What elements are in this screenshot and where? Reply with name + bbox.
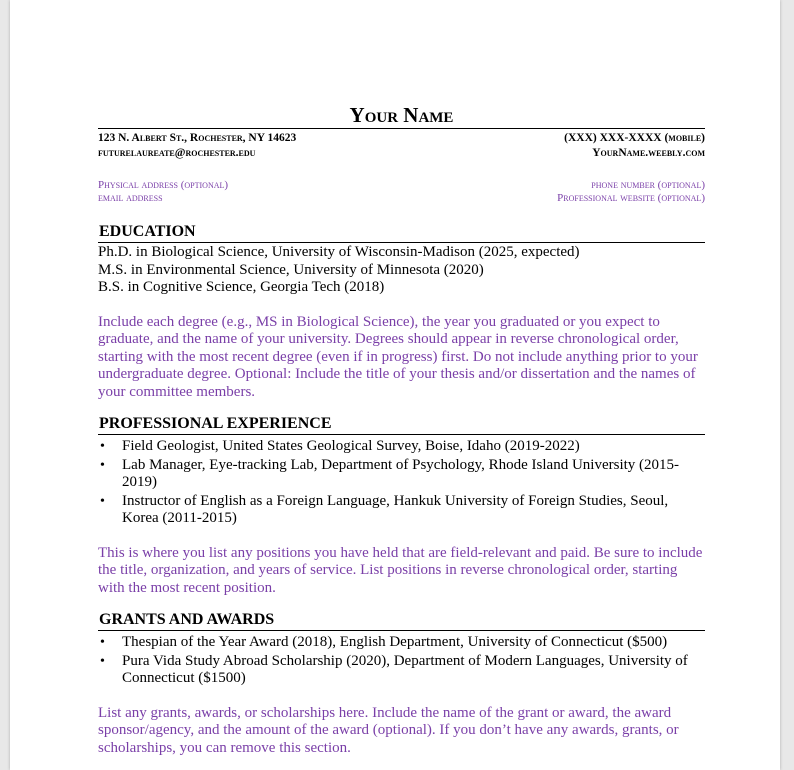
address-hint: Physical address (optional) [98,179,229,191]
document-page [10,0,780,770]
grants-instructions: List any grants, awards, or scholarships here. Include the name of the grant or award, the award sponsor/agency, and the amount of the award (optional). If you don’t have any awards, grants, or scholarships, you can remove this section. [98,704,679,756]
experience-item-text: Field Geologist, United States Geological Survey, Boise, Idaho (2019-2022) [122,438,580,454]
education-section [98,223,705,401]
email-hint: email address [98,192,163,204]
grants-heading: GRANTS AND AWARDS [98,611,705,631]
list-item [98,457,705,492]
list-item [98,653,705,688]
resume-content [98,102,705,757]
experience-list [98,438,705,528]
phone-text: (XXX) XXX-XXXX (mobile) [564,132,705,144]
bullet-icon: • [100,493,105,509]
education-instructions: Include each degree (e.g., MS in Biological Science), the year you graduated or you expect to graduate, and the name of your university. Degrees should appear in reverse chronological order, starting with the most recent degree (even if in progress) first. Do not include anything prior to your undergraduate degree. Optional: Include the title of your thesis and/or dissertation and the names of your committee members. [98,313,698,400]
hints-right [557,179,705,205]
website-text: YourName.weebly.com [592,147,705,159]
education-list [98,244,705,297]
address-text: 123 N. Albert St., Rochester, NY 14623 [98,132,297,144]
contact-right [564,131,705,161]
contact-hints [98,179,705,205]
bullet-icon: • [100,439,105,454]
experience-instructions: This is where you list any positions you have held that are field-relevant and paid. Be sure to include the title, organization, and years of service. List positions in reverse chronological order, starting with the most recent position. [98,544,703,596]
contact-block [98,131,705,161]
bullet-icon: • [100,457,105,473]
degree-line: B.S. in Cognitive Science, Georgia Tech (2018) [98,279,385,295]
list-item [98,438,705,456]
bullet-icon: • [100,653,105,669]
email-text: futurelaureate@rochester.edu [98,147,256,159]
name-divider [98,128,705,129]
hints-left [98,179,228,205]
experience-item-text: Instructor of English as a Foreign Language, Hankuk University of Foreign Studies, Seoul, Korea (2011-2015) [122,492,669,526]
experience-section [98,415,705,597]
experience-heading: PROFESSIONAL EXPERIENCE [98,415,705,435]
website-hint: Professional website (optional) [557,192,705,204]
grant-item-text: Pura Vida Study Abroad Scholarship (2020), Department of Modern Languages, University of Connecticut ($1500) [122,652,688,686]
phone-hint: phone number (optional) [591,179,705,191]
grants-list [98,634,705,688]
grant-item-text: Thespian of the Year Award (2018), English Department, University of Connecticut ($500) [122,634,668,650]
resume-name: Your Name [349,103,454,127]
degree-line: M.S. in Environmental Science, University of Minnesota (2020) [98,261,484,278]
degree-line: Ph.D. in Biological Science, University of Wisconsin-Madison (2025, expected) [98,244,580,260]
education-heading: EDUCATION [98,223,705,243]
bullet-icon: • [100,635,105,650]
list-item [98,493,705,528]
contact-left [98,131,296,161]
experience-item-text: Lab Manager, Eye-tracking Lab, Department of Psychology, Rhode Island University (2015-2019) [122,456,680,490]
grants-section [98,611,705,757]
list-item [98,634,705,652]
